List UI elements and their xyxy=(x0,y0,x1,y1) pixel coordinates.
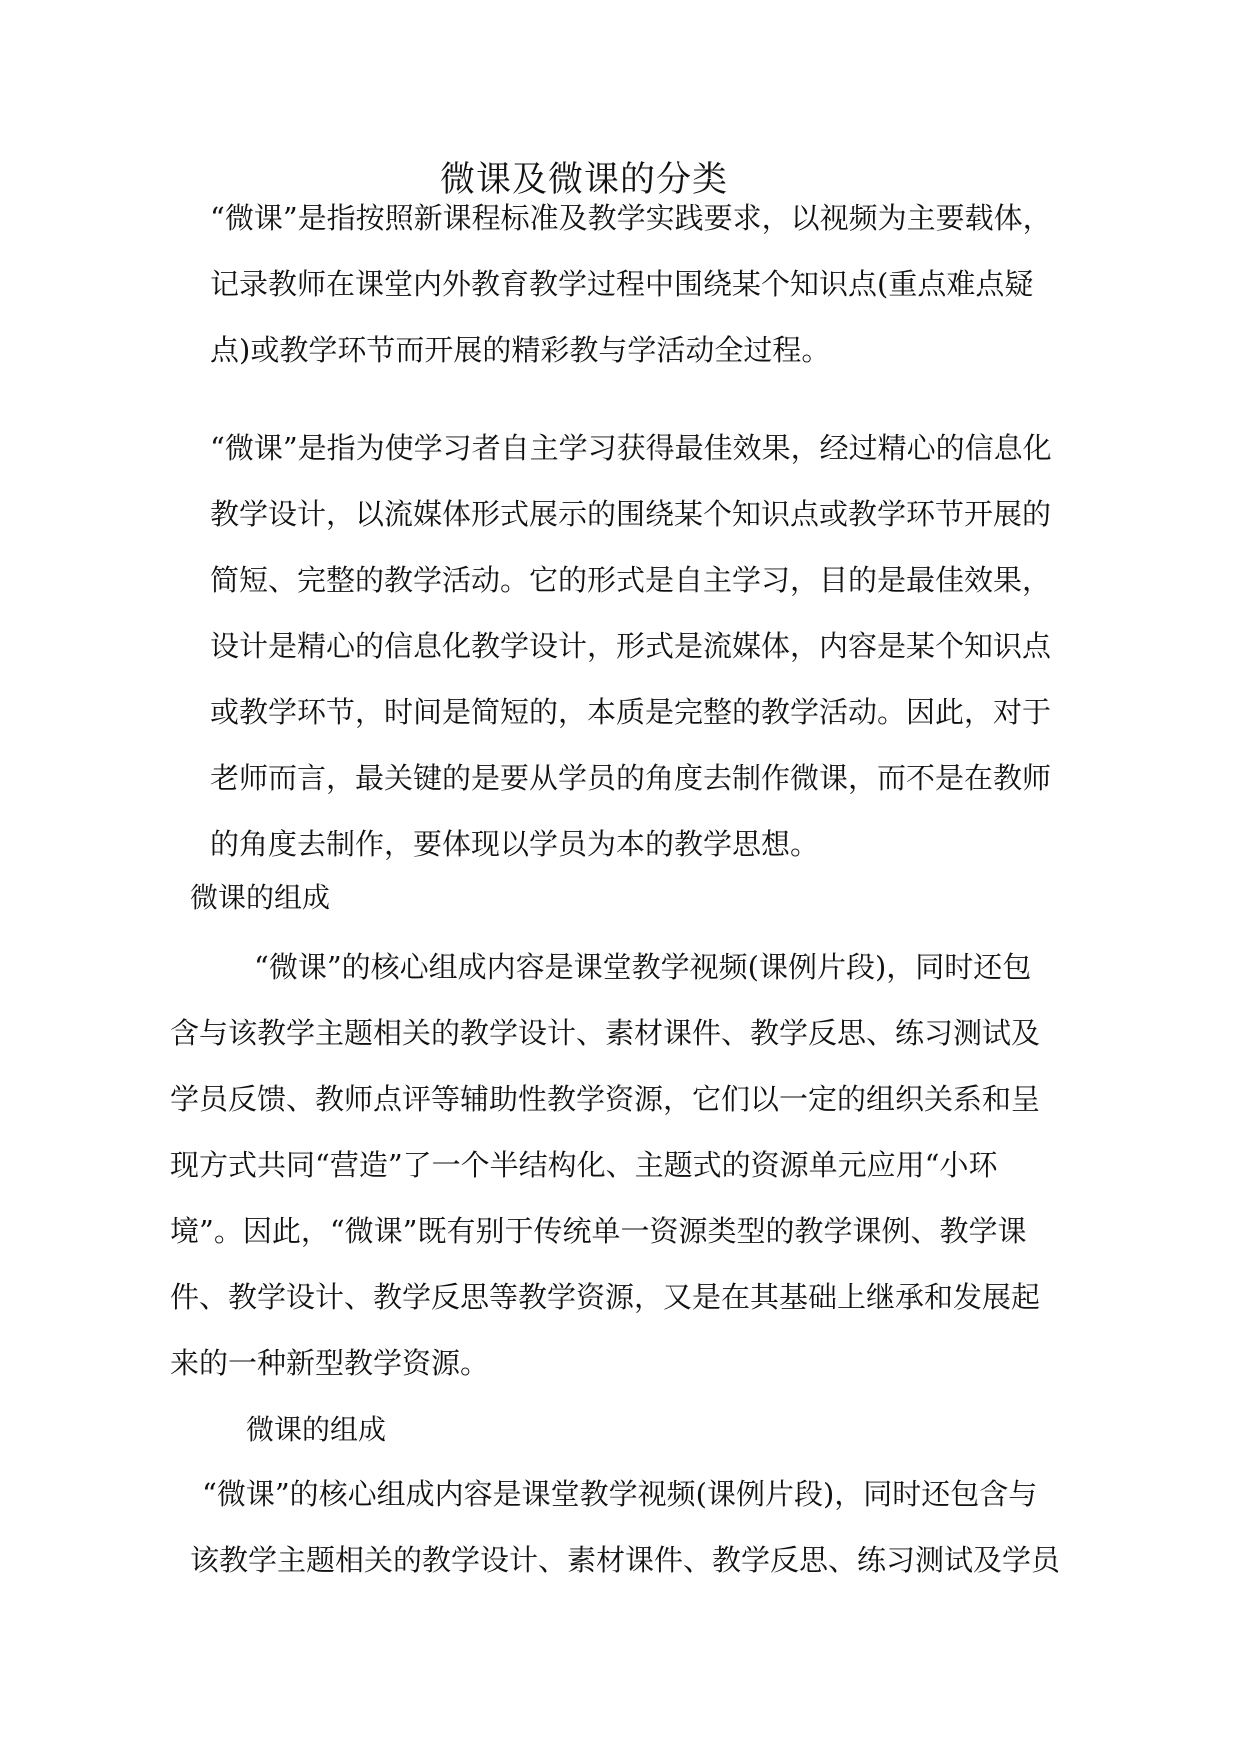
paragraph-composition-1: “微课”的核心组成内容是课堂教学视频(课例片段)，同时还包含与该教学主题相关的教学设计、素材课件、教学反思、练习测试及学员反馈、教师点评等辅助性教学资源，它们以一定的组织关系和呈现方式共同“营造”了一个半结构化、主题式的资源单元应用“小环境”。因此，“微课”既有别于传统单一资源类型的教学课例、教学课件、教学设计、教学反思等教学资源，又是在其基础上继承和发展起来的一种新型教学资源。 xyxy=(170,950,1041,1380)
section-heading-composition-1: 微课的组成 xyxy=(190,881,331,914)
page-title: 微课及微课的分类 xyxy=(439,160,728,200)
paragraph-composition-2: “微课”的核心组成内容是课堂教学视频(课例片段)，同时还包含与该教学主题相关的教学设计、素材课件、教学反思、练习测试及学员 xyxy=(190,1477,1061,1577)
paragraph-definition-1: “微课”是指按照新课程标准及教学实践要求，以视频为主要载体，记录教师在课堂内外教育教学过程中围绕某个知识点(重点难点疑点)或教学环节而开展的精彩教与学活动全过程。 xyxy=(210,201,1052,367)
section-heading-composition-2: 微课的组成 xyxy=(246,1413,387,1446)
paragraph-definition-2: “微课”是指为使学习者自主学习获得最佳效果，经过精心的信息化教学设计，以流媒体形式展示的围绕某个知识点或教学环节开展的简短、完整的教学活动。它的形式是自主学习，目的是最佳效果，设计是精心的信息化教学设计，形式是流媒体，内容是某个知识点或教学环节，时间是简短的，本质是完整的教学活动。因此，对于老师而言，最关键的是要从学员的角度去制作微课，而不是在教师的角度去制作，要体现以学员为本的教学思想。 xyxy=(210,431,1052,861)
